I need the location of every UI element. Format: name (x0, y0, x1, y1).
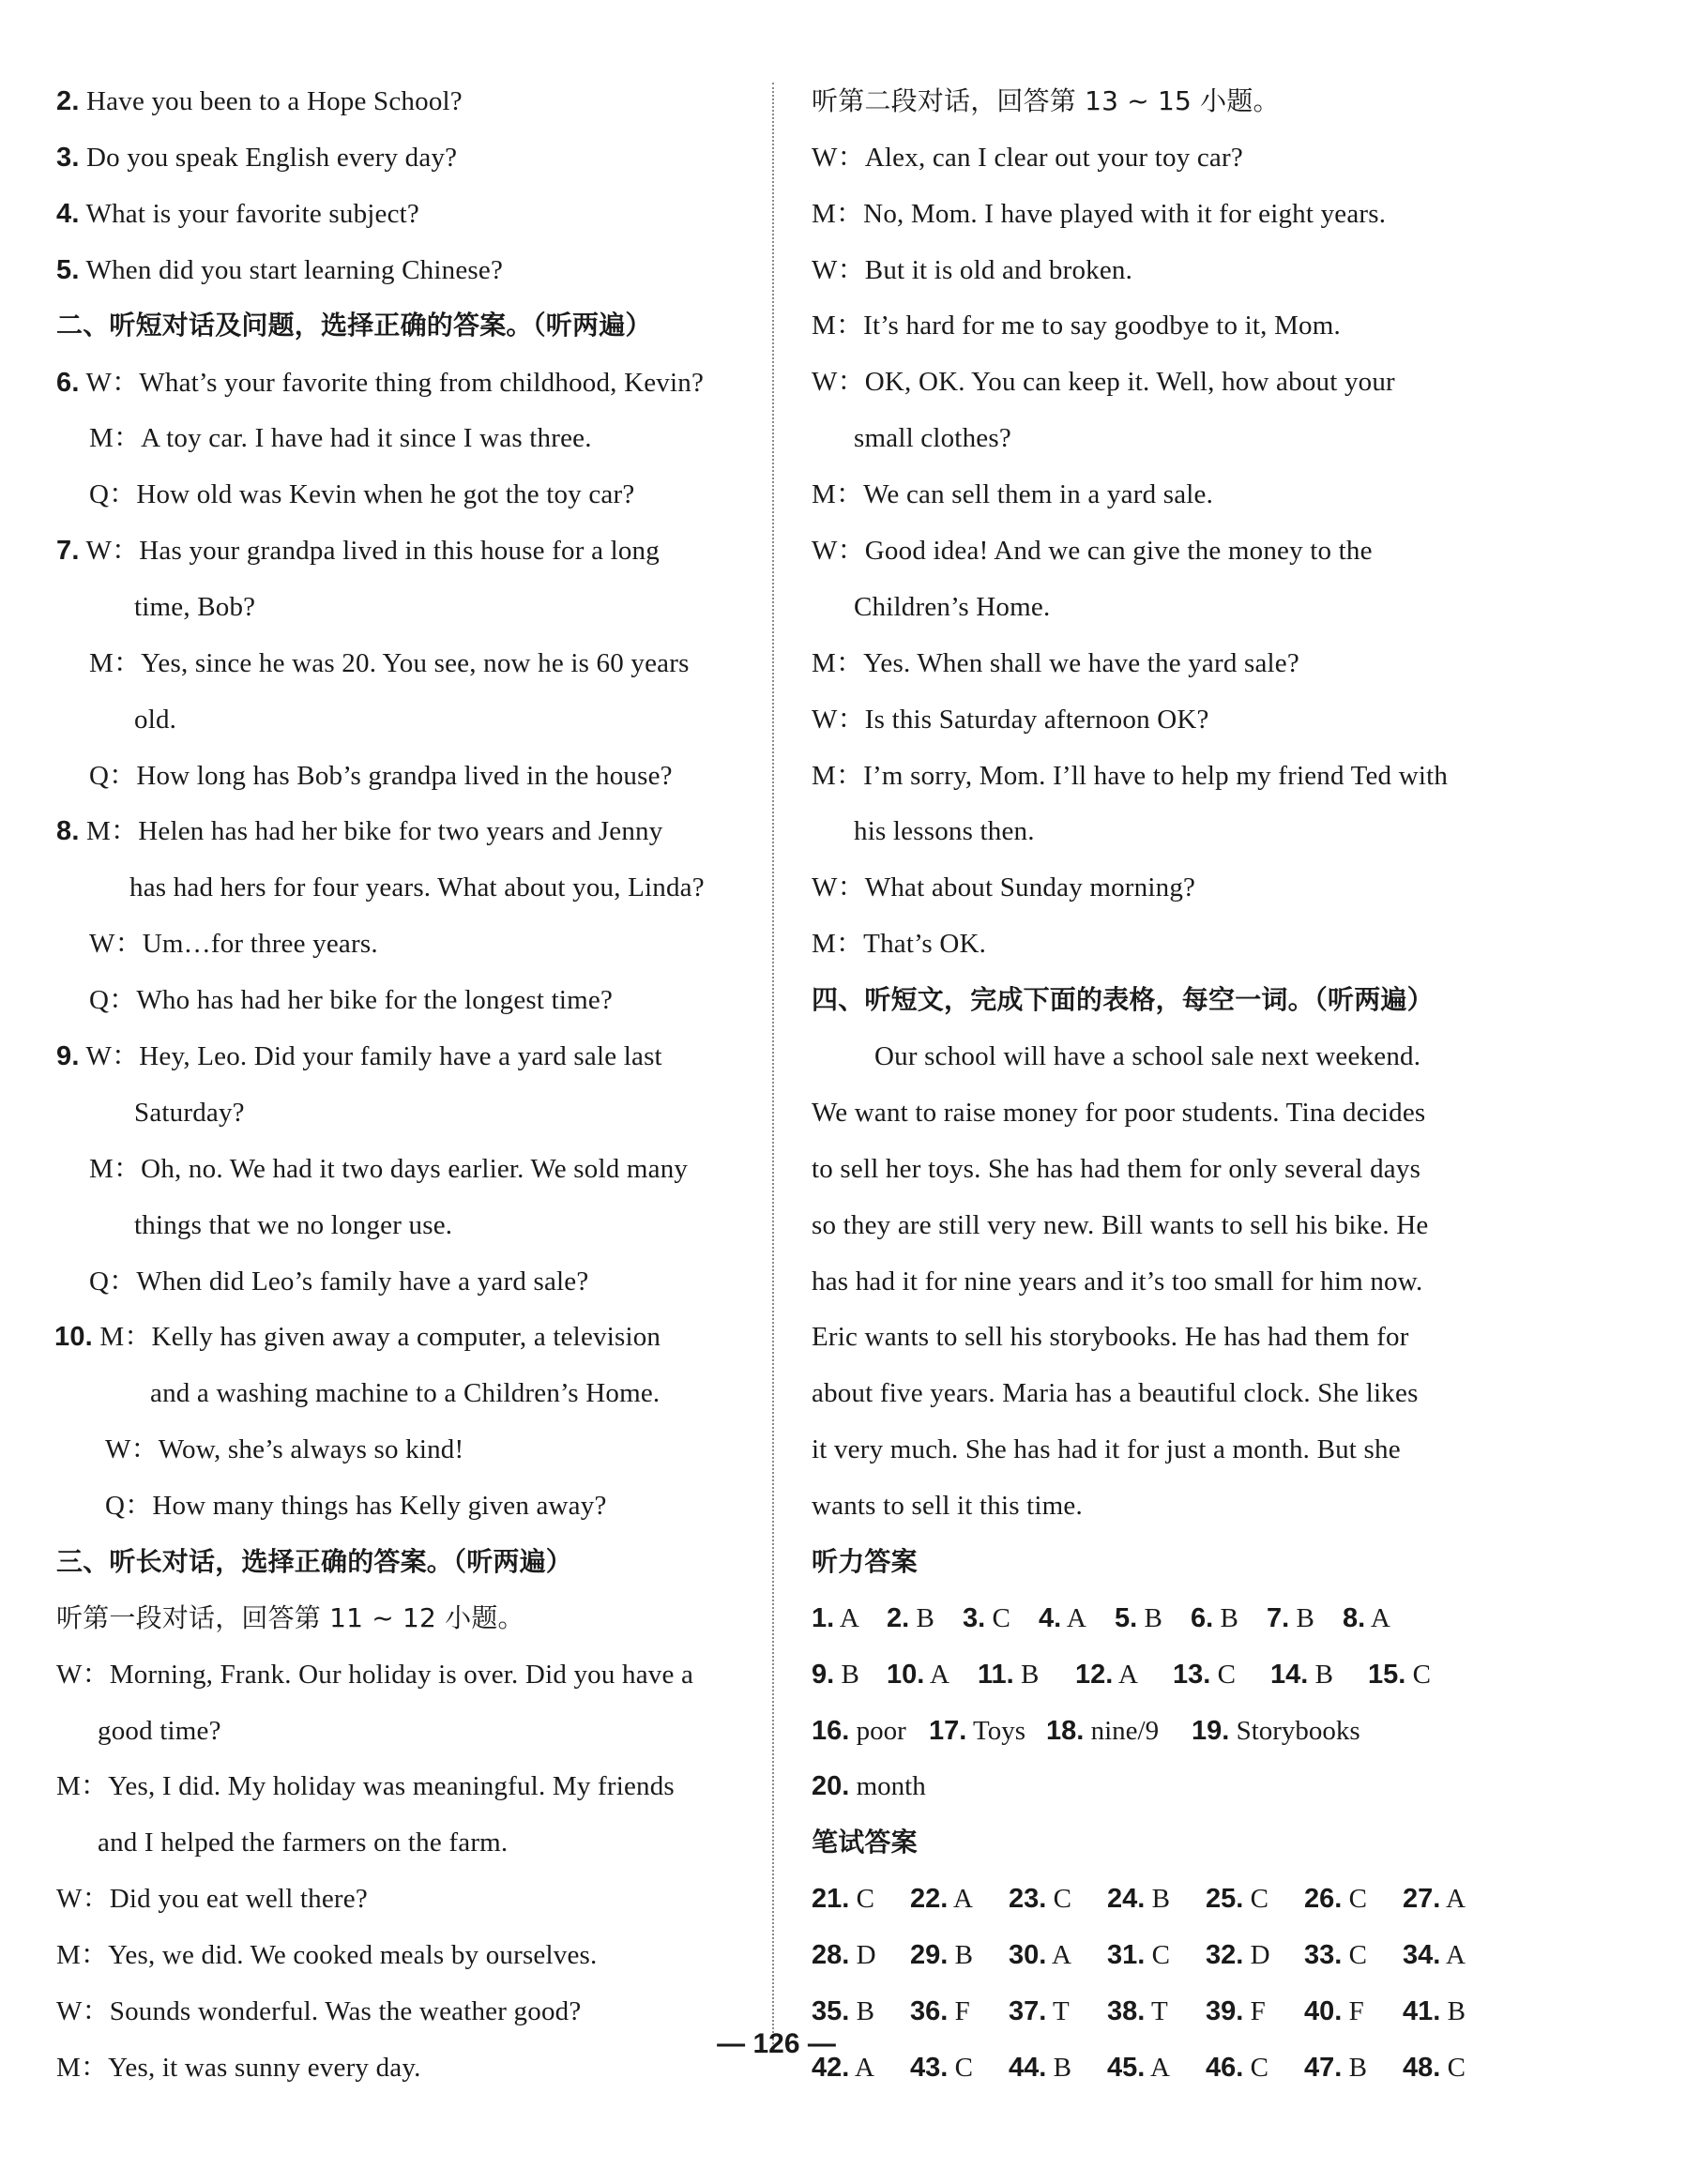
answer-item: 35. B (812, 1996, 874, 2026)
answer-item: 44. B (1009, 2053, 1071, 2083)
q10-line-2: and a washing machine to a Children’s Home. (150, 1378, 661, 1408)
answer-item: 15. C (1368, 1660, 1431, 1690)
q9-line-5: Q：When did Leo’s family have a yard sale? (89, 1266, 589, 1297)
page-number: — 126 — (717, 2028, 836, 2059)
answer-item: 3. C (963, 1603, 1010, 1633)
passage-line: it very much. She has had it for just a month. But she (812, 1434, 1401, 1464)
answer-item: 14. B (1270, 1660, 1333, 1690)
dialog-2-line: W：But it is old and broken. (812, 255, 1133, 285)
section-3-heading: 三、听长对话，选择正确的答案。（听两遍） (56, 1546, 573, 1577)
answer-item: 17. Toys (929, 1716, 1026, 1746)
section-2-heading: 二、听短对话及问题，选择正确的答案。（听两遍） (56, 310, 652, 341)
answer-item: 42. A (812, 2053, 874, 2083)
answer-item: 4. A (1039, 1603, 1086, 1633)
question-4: 4. What is your favorite subject? (56, 199, 420, 229)
dialog-2-line: his lessons then. (854, 816, 1035, 846)
answer-item: 45. A (1107, 2053, 1170, 2083)
answer-item: 12. A (1075, 1660, 1138, 1690)
passage-line: We want to raise money for poor students. Tina decides (812, 1098, 1426, 1128)
answer-item: 26. C (1304, 1884, 1367, 1914)
answer-item: 34. A (1403, 1940, 1466, 1970)
answer-item: 18. nine/9 (1046, 1716, 1160, 1746)
answer-item: 37. T (1009, 1996, 1070, 2026)
q7-line-5: Q：How long has Bob’s grandpa lived in the house? (89, 761, 673, 791)
answer-item: 47. B (1304, 2053, 1367, 2083)
answer-item: 33. C (1304, 1940, 1367, 1970)
answer-item: 13. C (1173, 1660, 1236, 1690)
dialog-2-line: W：OK, OK. You can keep it. Well, how about your (812, 367, 1395, 397)
passage-line: has had it for nine years and it’s too small for him now. (812, 1266, 1423, 1297)
passage-line: about five years. Maria has a beautiful clock. She likes (812, 1378, 1419, 1408)
answer-item: 19. Storybooks (1192, 1716, 1360, 1746)
answer-item: 22. A (910, 1884, 973, 1914)
q7-line-4: old. (134, 705, 177, 735)
answer-item: 21. C (812, 1884, 874, 1914)
dialog-2-line: small clothes? (854, 423, 1011, 453)
answer-item: 24. B (1107, 1884, 1170, 1914)
question-7: 7. W：Has your grandpa lived in this house for a long (56, 536, 660, 566)
answer-item: 38. T (1107, 1996, 1168, 2026)
answer-item: 31. C (1107, 1940, 1170, 1970)
q8-line-4: Q：Who has had her bike for the longest time? (89, 985, 614, 1015)
question-10: 10. M：Kelly has given away a computer, a television (54, 1322, 661, 1352)
q8-line-2: has had hers for four years. What about you, Linda? (129, 872, 705, 902)
answer-item: 29. B (910, 1940, 973, 1970)
question-2: 2. Have you been to a Hope School? (56, 86, 463, 116)
q7-line-2: time, Bob? (134, 592, 256, 622)
q10-line-4: Q：How many things has Kelly given away? (105, 1491, 607, 1521)
answer-item: 7. B (1267, 1603, 1314, 1633)
answer-item: 11. B (978, 1660, 1040, 1690)
dialog-2-line: M：Yes. When shall we have the yard sale? (812, 648, 1299, 678)
answer-item: 39. F (1206, 1996, 1266, 2026)
written-answers-title: 笔试答案 (812, 1827, 918, 1858)
question-3: 3. Do you speak English every day? (56, 143, 458, 173)
answer-item: 28. D (812, 1940, 876, 1970)
dialog-1-line: and I helped the farmers on the farm. (98, 1828, 509, 1858)
q8-line-3: W：Um…for three years. (89, 929, 378, 959)
answer-item: 6. B (1191, 1603, 1238, 1633)
dialog-2-line: Children’s Home. (854, 592, 1051, 622)
answer-item: 8. A (1343, 1603, 1390, 1633)
q7-line-3: M：Yes, since he was 20. You see, now he is 60 years (89, 648, 690, 678)
answer-item: 16. poor (812, 1716, 906, 1746)
dialog-2-line: M：We can sell them in a yard sale. (812, 479, 1214, 509)
dialog-2-line: W：Is this Saturday afternoon OK? (812, 705, 1209, 735)
answer-item: 5. B (1115, 1603, 1162, 1633)
passage-line: Our school will have a school sale next weekend. (874, 1041, 1421, 1071)
answer-item: 32. D (1206, 1940, 1270, 1970)
dialog-2-line: M：No, Mom. I have played with it for eight years. (812, 199, 1387, 229)
q9-line-2: Saturday? (134, 1098, 245, 1128)
answer-item: 43. C (910, 2053, 973, 2083)
q10-line-3: W：Wow, she’s always so kind! (105, 1434, 464, 1464)
listening-answers-title: 听力答案 (812, 1546, 918, 1577)
dialog-1-line: M：Yes, I did. My holiday was meaningful. My friends (56, 1771, 675, 1801)
dialog-2-line: M：It’s hard for me to say goodbye to it, Mom. (812, 311, 1341, 341)
answer-item: 36. F (910, 1996, 970, 2026)
q6-line-2: M：A toy car. I have had it since I was three. (89, 423, 592, 453)
dialog-1-line: W：Did you eat well there? (56, 1884, 368, 1914)
q9-line-3: M：Oh, no. We had it two days earlier. We sold many (89, 1154, 689, 1184)
answer-item: 30. A (1009, 1940, 1071, 1970)
dialog-1-intro: 听第一段对话，回答第 11 ~ 12 小题。 (56, 1602, 524, 1633)
dialog-1-line: good time? (98, 1716, 221, 1746)
answer-item: 40. F (1304, 1996, 1364, 2026)
dialog-2-line: M：I’m sorry, Mom. I’ll have to help my friend Ted with (812, 761, 1449, 791)
answer-item: 41. B (1403, 1996, 1466, 2026)
question-5: 5. When did you start learning Chinese? (56, 255, 504, 285)
answer-item: 23. C (1009, 1884, 1071, 1914)
answer-item: 2. B (887, 1603, 934, 1633)
q9-line-4: things that we no longer use. (134, 1210, 453, 1240)
dialog-2-line: W：Good idea! And we can give the money to the (812, 536, 1373, 566)
dialog-1-line: W：Sounds wonderful. Was the weather good? (56, 1996, 582, 2026)
section-4-heading: 四、听短文，完成下面的表格，每空一词。（听两遍） (812, 984, 1434, 1015)
passage-line: Eric wants to sell his storybooks. He has had them for (812, 1322, 1409, 1352)
answer-item: 9. B (812, 1660, 859, 1690)
passage-line: so they are still very new. Bill wants to sell his bike. He (812, 1210, 1429, 1240)
dialog-1-line: M：Yes, it was sunny every day. (56, 2053, 421, 2083)
dialog-1-line: W：Morning, Frank. Our holiday is over. Did you have a (56, 1660, 694, 1690)
answer-item: 48. C (1403, 2053, 1466, 2083)
answer-item: 25. C (1206, 1884, 1268, 1914)
dialog-2-line: W：Alex, can I clear out your toy car? (812, 143, 1243, 173)
passage-line: to sell her toys. She has had them for only several days (812, 1154, 1421, 1184)
answer-item: 27. A (1403, 1884, 1466, 1914)
passage-line: wants to sell it this time. (812, 1491, 1083, 1521)
answer-item: 46. C (1206, 2053, 1268, 2083)
dialog-1-line: M：Yes, we did. We cooked meals by ourselves. (56, 1940, 598, 1970)
dialog-2-intro: 听第二段对话，回答第 13 ~ 15 小题。 (812, 85, 1280, 116)
answer-item: 20. month (812, 1771, 926, 1801)
answer-item: 1. A (812, 1603, 859, 1633)
question-9: 9. W：Hey, Leo. Did your family have a yard sale last (56, 1041, 662, 1071)
dialog-2-line: M：That’s OK. (812, 929, 987, 959)
answer-item: 10. A (887, 1660, 949, 1690)
dialog-2-line: W：What about Sunday morning? (812, 872, 1196, 902)
question-8: 8. M：Helen has had her bike for two years and Jenny (56, 816, 663, 846)
question-6: 6. W：What’s your favorite thing from childhood, Kevin? (56, 368, 705, 398)
q6-line-3: Q：How old was Kevin when he got the toy car? (89, 479, 635, 509)
column-divider (772, 83, 774, 2048)
